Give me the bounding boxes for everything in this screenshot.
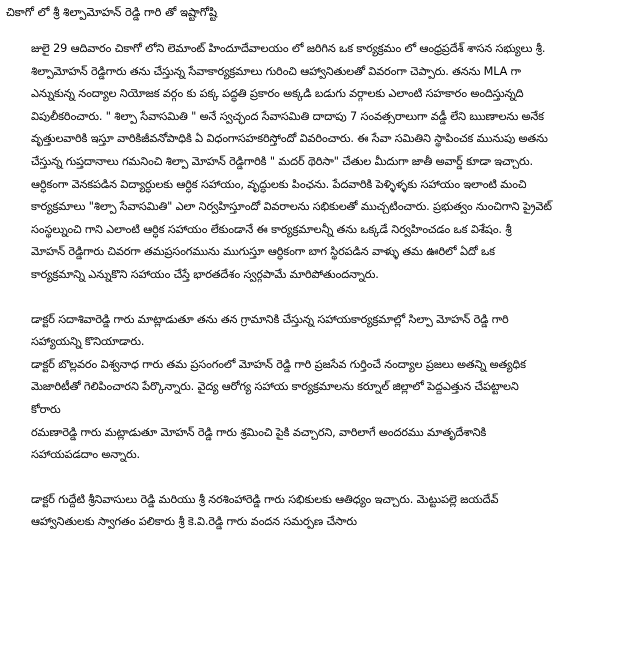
text-line: కార్యక్రమాలు "శిల్పా సేవాసమితి" ఎలా నిర్వహిస్తూందో వివరాలను సభికులతో ముచ్చటించారు. ప్రభుత్వం నుంచిగాని ప్రైవెట్ [31,200,552,214]
text-line: సంస్థల్నుంచి గాని ఎలాంటి ఆర్ధిక సహాయం లేకుండానే ఈ కార్యక్రమాలన్నీ తను ఒక్కడే నిర్వహించడం ఒక విశేషం. శ్రీ [31,222,512,236]
paragraph-speakers [31,309,637,467]
text-line: సహ్యాయన్ని కొనియాడారు. [31,335,145,349]
text-line: విపులీకరించారు. " శిల్పా సేవాసమితి " అనే స్వచ్ఛంద సేవాసమితి దాదాపు 7 సంవత్సరాలుగా వడ్డీ లేని ఋణాలను అనేక [31,109,544,123]
text-line: జులై 29 ఆదివారం చికాగో లోని లెమాంట్ హిందూదేవాలయం లో జరిగిన ఒక కార్యక్రమం లో ఆంధ్రప్రదేశ్ శాసన సభ్యులు శ్రీ. [31,42,546,55]
paragraph-hosts-thanks [31,489,637,534]
text-line: ఆహ్వానితులకు స్వాగతం పలికారు శ్రీ కె.వి.రెడ్డి గారు వందన సమర్పణ చేసారు [31,515,357,529]
document-title: చికాగో లో శ్రీ శిల్పామోహన్ రెడ్డి గారి తో ఇష్టాగోష్టి [6,5,218,19]
text-line: డాక్టర్ సదాశివారెడ్డి గారు మాట్లాడుతూ తను తన గ్రామానికి చేస్తున్న సహాయకార్యక్రమాల్లో సిల్పా మోహన్ రెడ్డి గారి [31,312,509,326]
text-line: రమణారెడ్డి గారు మట్లాడుతూ మోహన్ రెడ్డి గారు శ్రమించి పైకి వచ్చారని, వారిలాగే అందరము మాతృదేశానికి [31,425,487,439]
text-line: కార్యక్రమాన్ని ఎన్నుకొని సహాయం చేస్తే భారతదేశం స్వర్గపామే మారిపోతుందన్నారు. [31,267,379,281]
paragraph-event-summary [31,38,637,287]
text-line: చేస్తున్న గుప్తదానాలు గమనించి శిల్పా మోహన్ రెడ్డిగారికి " మదర్ థెరిసా" చేతుల మీదుగా జాతీ అవార్డ్ కూడా ఇచ్చారు. [31,154,533,168]
text-line: డాక్టర్ బొల్లవరం విశ్వనాధ గారు తమ ప్రసంగంలో మోహన్ రెడ్డి గారి ప్రజసేవ గుర్తించే నంద్యాల ప్రజలు అతన్ని అత్యధిక [31,357,526,371]
text-line: ఆర్ధికంగా వెనకపడిన విద్యార్ధులకు ఆర్ధిక సహాయం, వృద్ధులకు పింఛను. పేదవారికి పెళ్ళిళ్ళకు సహాయం ఇలాంటి మంచి [31,177,527,191]
text-line: మెజారిటీతో గెలిపించారని పేర్కొన్నారు. వైద్య ఆరోగ్య సహాయ కార్యక్రమాలను కర్నూల్ జిల్లాలో పెద్దఎత్తున చేపట్టాలని [31,380,519,394]
text-line: మోహన్ రెడ్డిగారు చివరగా తమప్రసంగమును ముగుస్తూ ఆర్ధికంగా బాగ స్థిరపడిన వాళ్ళు తమ ఊరిలో ఏదో ఒక [31,245,495,259]
text-line: సహాయపడదాం అన్నారు. [31,448,140,462]
text-line: కోరారు [31,402,61,416]
text-line: వృత్తులవారికి ఇస్తూ వారికిజీవనోపాధికి ఏ విధంగాసహకరిస్తోందో వివరించారు. ఈ సేవా సమితిని స్థాపించక మునుపు అతను [31,132,548,146]
text-line: శిల్పామోహన్ రెడ్డిగారు తను చేస్తున్న సేవాకార్యక్రమాలు గురించి ఆహ్వానితులతో వివరంగా చెప్పారు. తనను MLA గా [31,64,521,78]
text-line: డాక్టర్ గుద్దేటి శ్రీనివాసులు రెడ్డి మరియు శ్రీ నరశింహారెడ్డి గారు సభికులకు ఆతిధ్యం ఇచ్చారు. మెట్టుపల్లె జయదేవ్ [31,492,499,506]
text-line: ఎన్నుకున్న నంద్యాల నియోజక వర్గం కు పక్క పద్ధతి ప్రకారం అక్కడి బడుగు వర్గాలకు ఎలాంటి సహకారం అందిస్తున్నది [31,87,524,101]
